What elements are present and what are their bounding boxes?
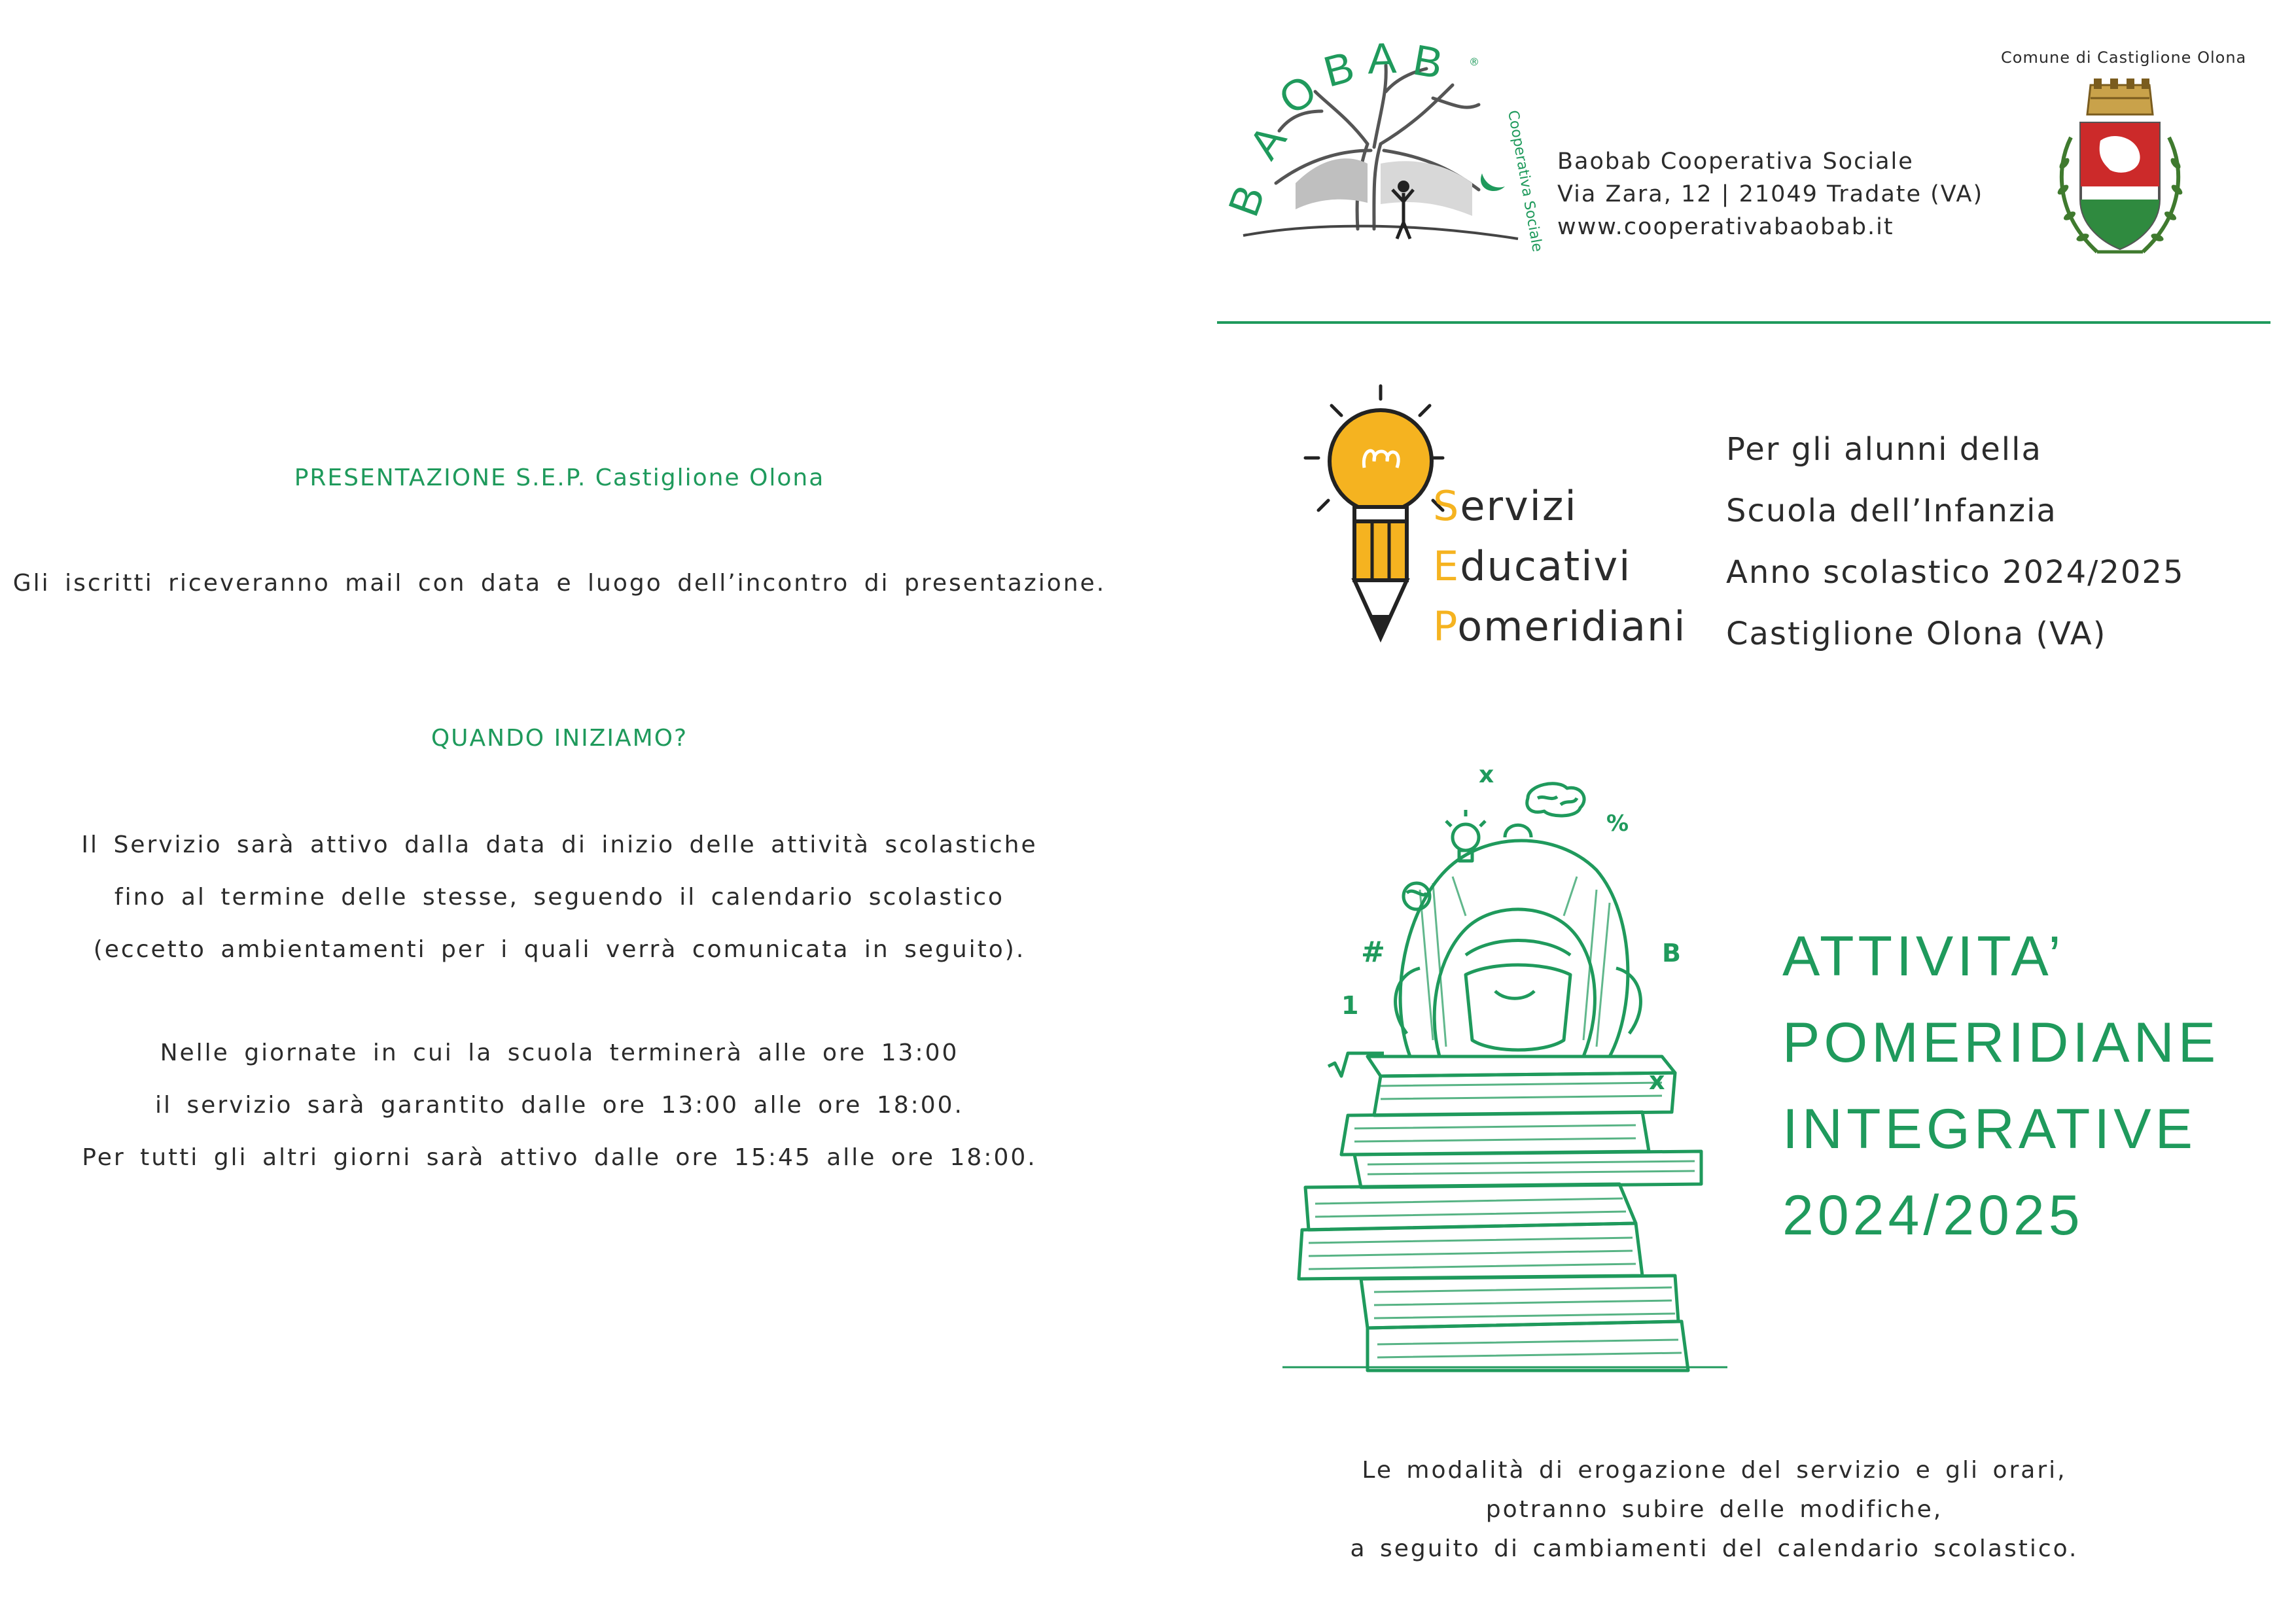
footer-note (1282, 1451, 2146, 1569)
presentation-text: Gli iscritti riceveranno mail con data e luogo dell’incontro di presentazione. (12, 570, 1106, 597)
svg-text:#: # (1361, 935, 1385, 969)
main-title (1782, 913, 2219, 1259)
svg-text:B: B (1662, 939, 1681, 968)
class-info-line: Per gli alunni della (1726, 431, 2042, 468)
sep-line (1433, 597, 1686, 657)
org-website[interactable]: www.cooperativabaobab.it (1557, 214, 1894, 240)
logo-letter: A (1366, 33, 1398, 83)
class-info-line: Scuola dell’Infanzia (1726, 493, 2057, 529)
sep-initial: E (1433, 542, 1460, 590)
class-info-line: Castiglione Olona (VA) (1726, 616, 2107, 652)
title-line: POMERIDIANE (1782, 1011, 2220, 1074)
footer-line: Le modalità di erogazione del servizio e gli orari, (1362, 1457, 2067, 1484)
backpack-books-illustration (1269, 759, 1740, 1374)
title-line: ATTIVITA’ (1782, 925, 2065, 988)
org-address: Via Zara, 12 | 21049 Tradate (VA) (1557, 181, 1984, 207)
sep-rest: ducativi (1460, 542, 1632, 590)
comune-label: Comune di Castiglione Olona (2001, 48, 2247, 67)
logo-letter: B (1318, 41, 1359, 96)
sep-rest: omeridiani (1457, 602, 1687, 650)
footer-line: potranno subire delle modifiche, (1485, 1496, 1943, 1523)
hours-line: Nelle giornate in cui la scuola terminerà alle ore 13:00 (160, 1039, 959, 1066)
sep-line (1433, 476, 1686, 536)
org-info (1557, 145, 1983, 243)
coat-of-arms-icon (2045, 79, 2195, 268)
sep-rest: ervizi (1460, 482, 1578, 530)
hours-paragraph (0, 1027, 1119, 1184)
logo-letter: O (1269, 65, 1326, 124)
logo-subtext: Cooperativa Sociale (1504, 109, 1545, 254)
svg-text:%: % (1606, 811, 1629, 837)
logo-letter: B (1218, 179, 1274, 222)
sep-initial: S (1433, 482, 1460, 530)
when-paragraph (0, 819, 1119, 976)
svg-text:®: ® (1469, 56, 1479, 68)
when-heading: QUANDO INIZIAMO? (431, 725, 688, 752)
title-line: INTEGRATIVE (1782, 1098, 2197, 1161)
header-divider (1217, 321, 2270, 324)
hours-line: il servizio sarà garantito dalle ore 13:00 alle ore 18:00. (154, 1092, 964, 1119)
sep-line (1433, 536, 1686, 597)
logo-letter: B (1409, 35, 1447, 88)
presentation-heading: PRESENTAZIONE S.E.P. Castiglione Olona (294, 464, 825, 491)
sep-wordmark (1433, 476, 1686, 657)
lightbulb-pencil-icon (1302, 383, 1446, 644)
when-line: (eccetto ambientamenti per i quali verrà comunicata in seguito). (93, 936, 1026, 963)
baobab-logo (1217, 33, 1545, 255)
svg-text:x: x (1479, 761, 1494, 788)
class-info-line: Anno scolastico 2024/2025 (1726, 554, 2185, 591)
title-line: 2024/2025 (1782, 1184, 2084, 1247)
org-name: Baobab Cooperativa Sociale (1557, 148, 1914, 175)
when-line: Il Servizio sarà attivo dalla data di inizio delle attività scolastiche (81, 831, 1038, 858)
footer-line: a seguito di cambiamenti del calendario scolastico. (1350, 1535, 2079, 1562)
when-line: fino al termine delle stesse, seguendo il calendario scolastico (114, 884, 1005, 911)
logo-letter: A (1239, 116, 1296, 167)
svg-text:x: x (1649, 1066, 1665, 1095)
class-info (1726, 419, 2184, 665)
svg-text:1: 1 (1341, 991, 1359, 1020)
hours-line: Per tutti gli altri giorni sarà attivo dalle ore 15:45 alle ore 18:00. (82, 1144, 1037, 1171)
sep-initial: P (1433, 602, 1458, 650)
